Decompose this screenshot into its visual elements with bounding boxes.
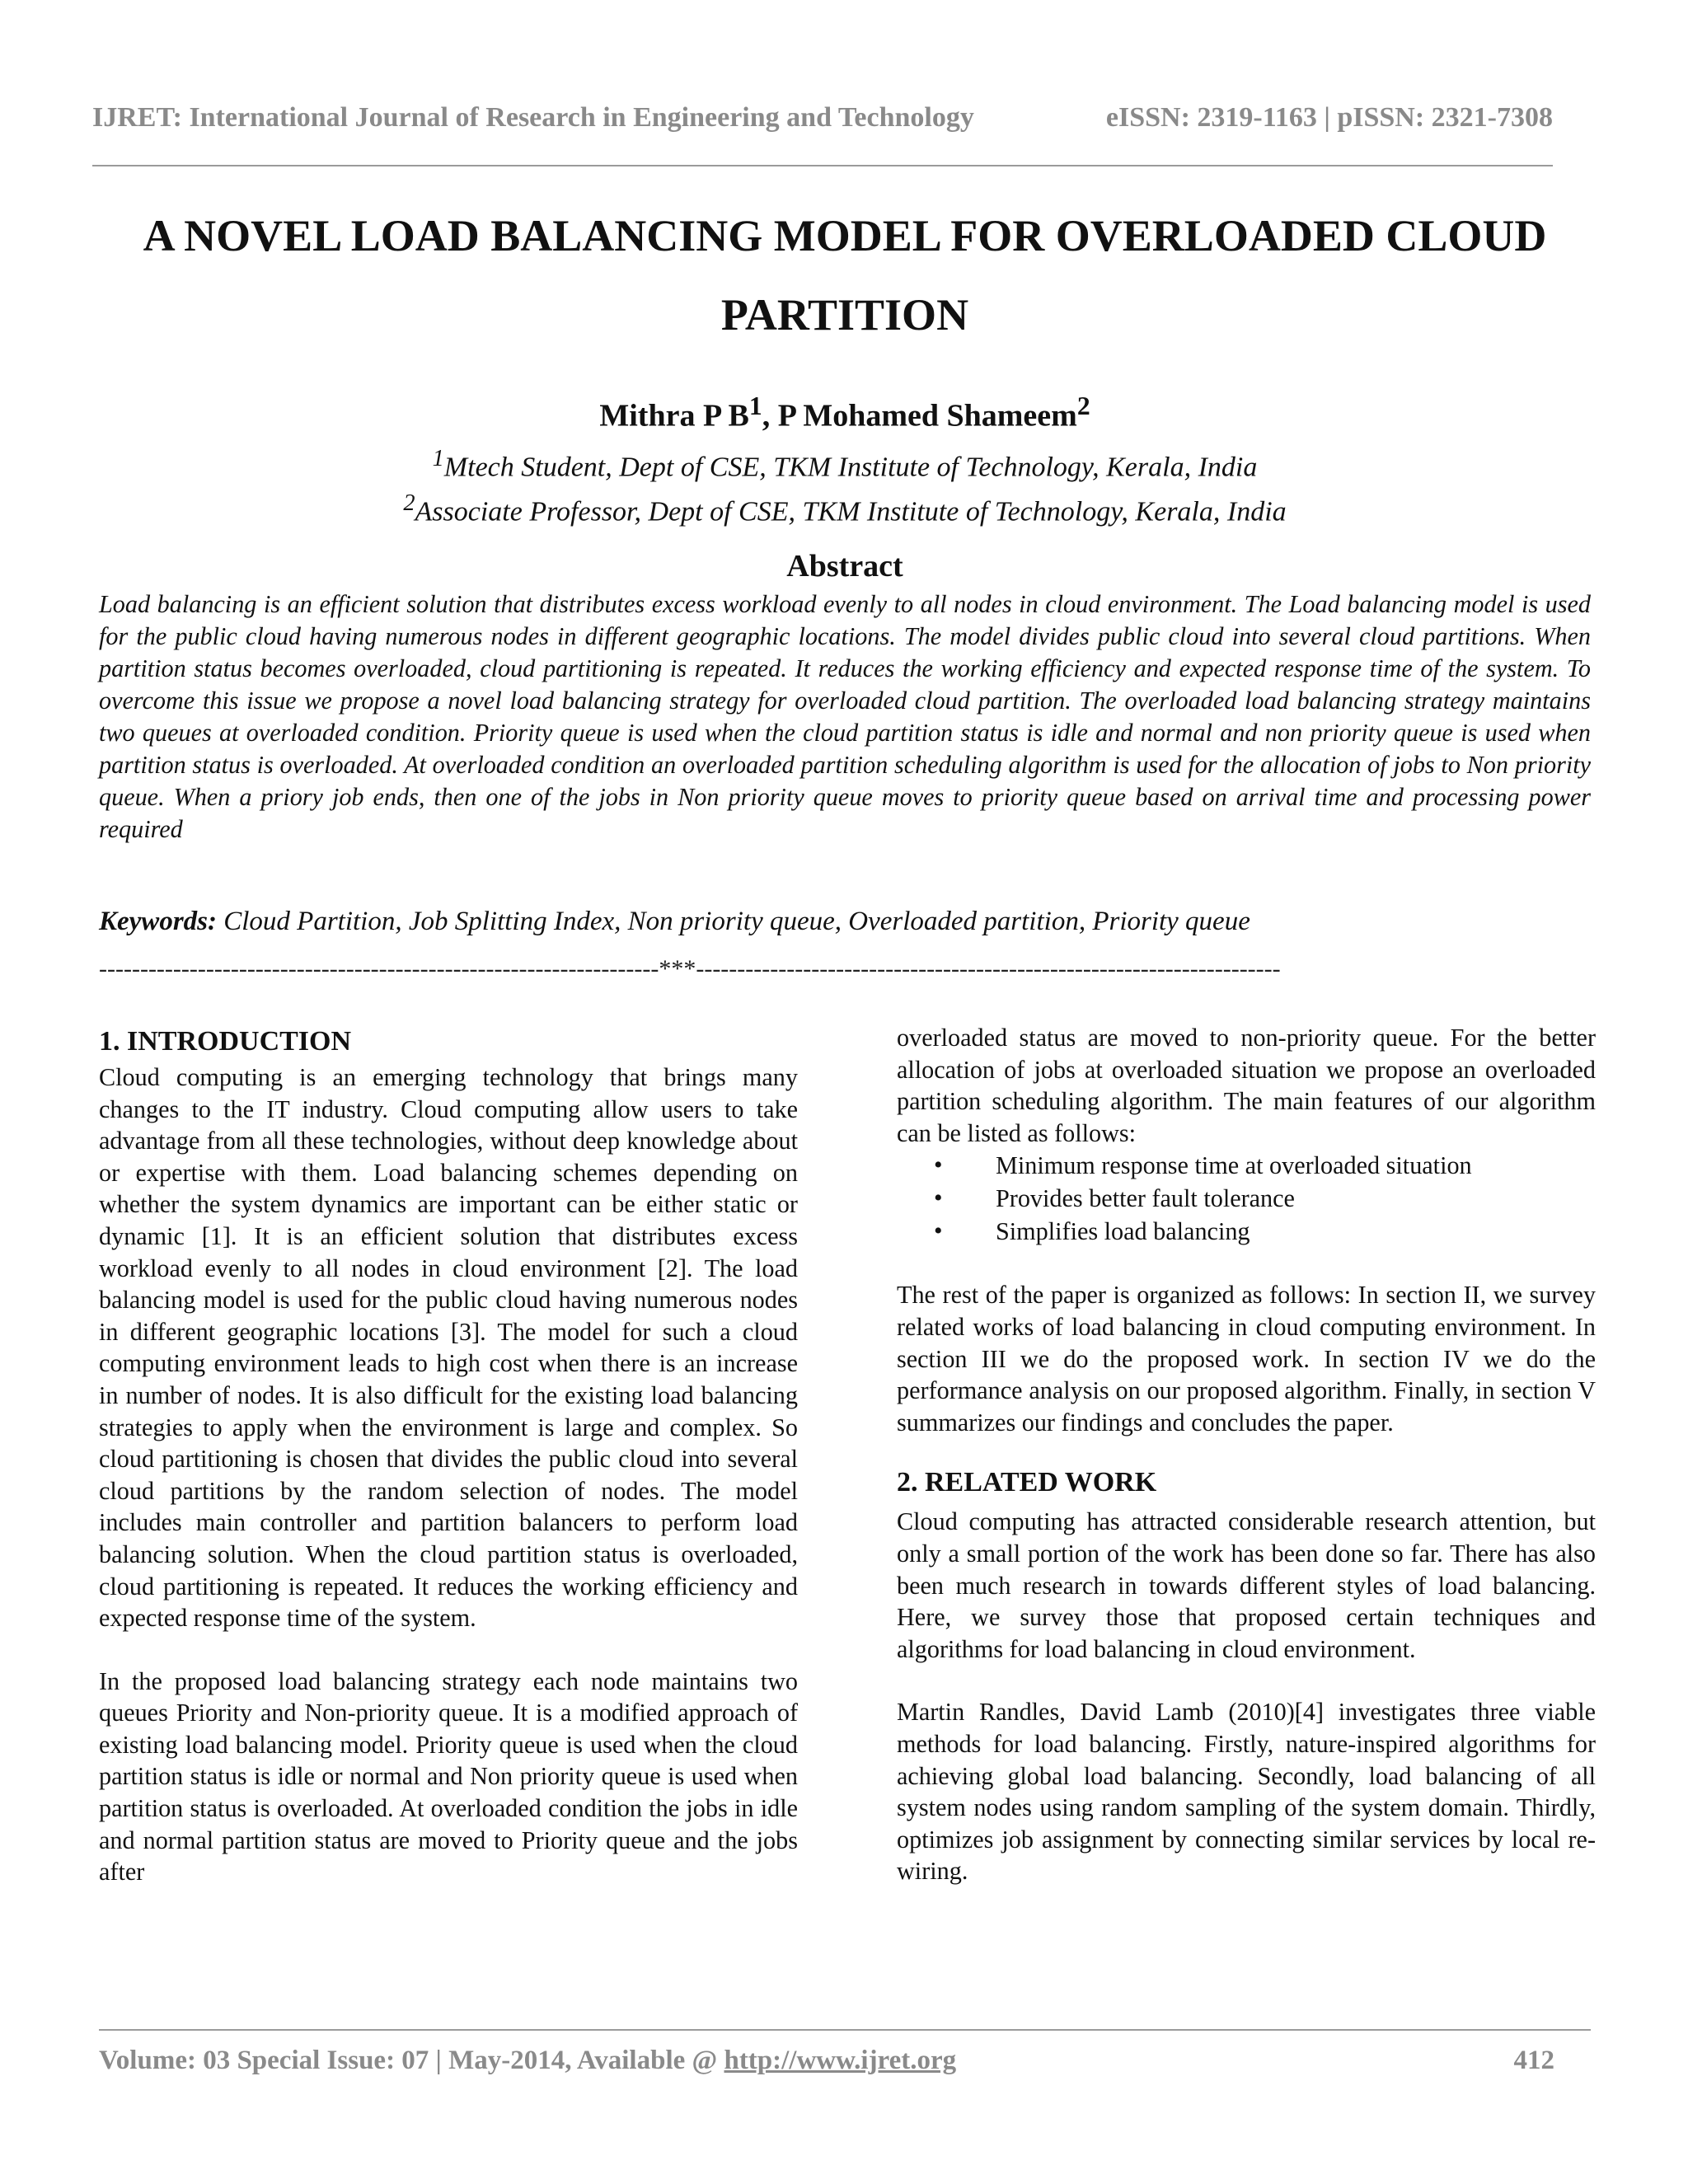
affiliation-text: Mtech Student, Dept of CSE, TKM Institute of Technology, Kerala, India	[443, 452, 1258, 483]
affiliation-line	[99, 485, 1591, 530]
header-rule	[92, 165, 1553, 166]
author-name: P Mohamed Shameem	[777, 398, 1077, 434]
paper-title: A NOVEL LOAD BALANCING MODEL FOR OVERLOADED CLOUD PARTITION	[143, 211, 1547, 340]
right-column	[897, 1022, 1596, 1887]
keywords-label: Keywords:	[99, 907, 217, 936]
journal-name: IJRET: International Journal of Research in Engineering and Technology	[92, 102, 974, 133]
intro-paragraph-1: Cloud computing is an emerging technology that brings many changes to the IT industry. Cloud computing allow users to take advantage from all these technologies, without deep knowledge about or expertise with them. Load balancing schemes depending on whether the system dynamics are important can be either static or dynamic [1]. It is an efficient solution that distributes excess workload evenly to all nodes in cloud environment [2]. The load balancing model is used for the public cloud having numerous nodes in different geographic locations [3]. The model for such a cloud computing environment leads to high cost when there is an increase in number of nodes. It is also difficult for the existing load balancing strategies to apply when the environment is large and complex. So cloud partitioning is chosen that divides the public cloud into several cloud partitions by the random selection of nodes. The model includes main controller and partition balancers to perform load balancing solution. When the cloud partition status is overloaded, cloud partitioning is repeated. It reduces the working efficiency and expected response time of the system.	[99, 1063, 798, 1633]
page-number: 412	[1513, 2045, 1554, 2075]
affiliation-sup: 2	[403, 490, 415, 517]
keywords-text: Cloud Partition, Job Splitting Index, Non priority queue, Overloaded partition, Priority queue	[223, 907, 1250, 936]
intro-paragraph-3: overloaded status are moved to non-priority queue. For the better allocation of jobs at overloaded situation we propose an overloaded partition scheduling algorithm. The main features of our algorithm can be listed as follows:	[897, 1024, 1596, 1147]
journal-url-link[interactable]: http://www.ijret.org	[724, 2045, 957, 2075]
affiliation-line	[99, 441, 1591, 485]
footer-rule	[99, 2029, 1591, 2031]
related-paragraph-1: Cloud computing has attracted considerable research attention, but only a small portion of the work has been done so far. There has also been much research in towards different styles of load balancing. Here, we survey those that proposed certain techniques and algorithms for load balancing in cloud environment.	[897, 1507, 1596, 1663]
abstract-heading: Abstract	[786, 549, 903, 583]
running-header	[92, 99, 1553, 137]
author-separator: ,	[762, 398, 778, 434]
footer-volume-text: Volume: 03 Special Issue: 07 | May-2014, Available @	[99, 2045, 724, 2075]
running-footer	[99, 2041, 1554, 2080]
related-paragraph-2: Martin Randles, David Lamb (2010)[4] investigates three viable methods for load balancing. Firstly, nature-inspired algorithms for achieving global load balancing. Secondly, load balancing of all system nodes using random sampling of the system domain. Thirdly, optimizes job assignment by connecting similar services by local re-wiring.	[897, 1698, 1596, 1886]
introduction-heading: 1. INTRODUCTION	[99, 1026, 352, 1057]
author-line	[99, 386, 1591, 437]
footer-volume	[99, 2046, 956, 2076]
feature-list	[897, 1149, 1596, 1248]
author-sup: 1	[748, 391, 762, 420]
intro-paragraph-4: The rest of the paper is organized as follows: In section II, we survey related works of load balancing in cloud computing environment. In section III we do the proposed work. In section IV we do the performance analysis on our proposed algorithm. Finally, in section V summarizes our findings and concludes the paper.	[897, 1281, 1596, 1436]
feature-item: • Minimum response time at overloaded situation	[996, 1149, 1596, 1182]
author-name: Mithra P B	[599, 398, 749, 434]
intro-paragraph-2: In the proposed load balancing strategy each node maintains two queues Priority and Non-priority queue. It is a modified approach of existing load balancing model. Priority queue is used when the cloud partition status is idle or normal and Non priority queue is used when partition status is overloaded. At overloaded condition the jobs in idle and normal partition status are moved to Priority queue and the jobs after	[99, 1666, 798, 1886]
section-separator: --------------------------------------------------------------------***-----------------------------------------------------------------------	[99, 955, 1281, 982]
feature-item: • Provides better fault tolerance	[996, 1182, 1596, 1215]
affiliation-sup: 1	[432, 446, 444, 471]
issn-numbers: eISSN: 2319-1163 | pISSN: 2321-7308	[1105, 102, 1553, 133]
affiliation-text: Associate Professor, Dept of CSE, TKM Institute of Technology, Kerala, India	[415, 496, 1287, 527]
feature-item: • Simplifies load balancing	[996, 1215, 1596, 1248]
keywords-line	[99, 903, 1591, 940]
affiliations	[99, 441, 1591, 531]
author-sup: 2	[1076, 391, 1090, 420]
abstract-text: Load balancing is an efficient solution that distributes excess workload evenly to all nodes in cloud environment. The Load balancing model is used for the public cloud having numerous nodes in different geographic locations. The model divides public cloud into several cloud partitions. When partition status becomes overloaded, cloud partitioning is repeated. It reduces the working efficiency and expected response time of the system. To overcome this issue we propose a novel load balancing strategy for overloaded cloud partition. The overloaded load balancing strategy maintains two queues at overloaded condition. Priority queue is used when the cloud partition status is idle and normal and non priority queue is used when partition status is overloaded. At overloaded condition an overloaded partition scheduling algorithm is used for the allocation of jobs to Non priority queue. When a priory job ends, then one of the jobs in Non priority queue moves to priority queue based on arrival time and processing power required	[99, 590, 1591, 843]
left-column	[99, 1022, 798, 1888]
related-work-heading: 2. RELATED WORK	[897, 1467, 1157, 1498]
